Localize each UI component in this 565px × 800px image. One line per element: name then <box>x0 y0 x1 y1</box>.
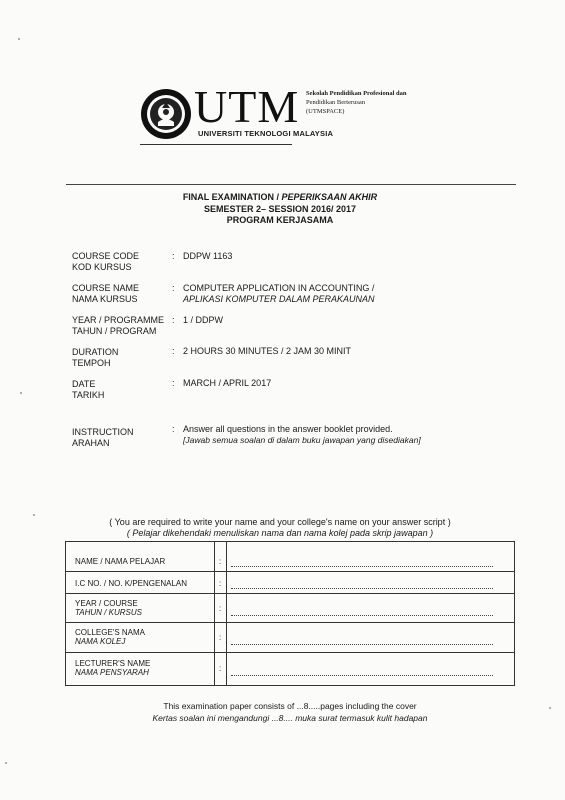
colon: : <box>172 283 175 293</box>
box-row-divider <box>66 593 514 594</box>
course-name-value: COMPUTER APPLICATION IN ACCOUNTING / <box>183 283 375 293</box>
box-divider-left <box>214 542 215 685</box>
duration-label-ms: TEMPOH <box>72 358 111 368</box>
box-row-divider <box>66 571 514 572</box>
utm-logo <box>140 81 440 146</box>
school-name <box>306 89 431 116</box>
course-code-value: DDPW 1163 <box>183 251 233 261</box>
year-course-label-text: YEAR / COURSE <box>75 599 138 608</box>
course-name-label: COURSE NAME <box>72 283 140 293</box>
course-name-value-ms: APLIKASI KOMPUTER DALAM PERAKAUNAN <box>183 294 375 304</box>
colon: : <box>219 604 222 613</box>
exam-title <box>60 192 500 202</box>
name-requirement-note-ms: ( Pelajar dikehendaki menuliskan nama dan nama kolej pada skrip jawapan ) <box>126 528 434 538</box>
college-name-label <box>75 628 145 646</box>
instruction-value: Answer all questions in the answer booklet provided. <box>183 424 393 434</box>
instruction-label-ms: ARAHAN <box>72 438 110 448</box>
name-requirement-note: ( You are required to write your name and your college's name on your answer script ) <box>109 517 451 527</box>
date-label-ms: TARIKH <box>72 390 105 400</box>
year-course-label-ms: TAHUN / KURSUS <box>75 608 142 617</box>
year-course-field[interactable] <box>231 615 493 616</box>
year-programme-label: YEAR / PROGRAMME <box>72 315 165 325</box>
utm-crest-icon <box>140 88 192 140</box>
date-value: MARCH / APRIL 2017 <box>183 378 272 388</box>
colon: : <box>172 424 175 434</box>
page-count-note-ms: Kertas soalan ini mengandungi ...8.... muka surat termasuk kulit hadapan <box>152 713 428 723</box>
duration-label: DURATION <box>72 347 119 357</box>
logo-university-name: UNIVERSITI TEKNOLOGI MALAYSIA <box>198 129 334 138</box>
student-name-label <box>75 557 165 566</box>
lecturer-name-label <box>75 659 150 677</box>
college-name-label-text: COLLEGE'S NAMA <box>75 628 145 637</box>
colon: : <box>172 378 175 388</box>
colon: : <box>219 664 222 673</box>
exam-title-en: FINAL EXAMINATION <box>182 192 274 202</box>
scan-speck <box>549 707 551 709</box>
page-count-note: This examination paper consists of ...8.....pages including the cover <box>163 701 417 711</box>
lecturer-name-label-ms: NAMA PENSYARAH <box>75 668 149 677</box>
course-code-label: COURSE CODE <box>72 251 140 261</box>
school-line-1: Sekolah Pendidikan Profesional dan <box>306 90 407 97</box>
ic-number-field[interactable] <box>231 588 493 589</box>
ic-number-label-text: I.C NO. / NO. K/PENGENALAN <box>75 579 188 588</box>
logo-wordmark: UTM <box>194 81 300 132</box>
year-programme-value: 1 / DDPW <box>183 315 224 325</box>
colon: : <box>219 633 222 642</box>
school-line-3: (UTMSPACE) <box>306 108 345 115</box>
course-name-label-ms: NAMA KURSUS <box>72 294 138 304</box>
colon: : <box>219 579 222 588</box>
year-programme-label-ms: TAHUN / PROGRAM <box>72 326 157 336</box>
exam-program: PROGRAM KERJASAMA <box>226 215 334 225</box>
student-name-field[interactable] <box>231 566 493 567</box>
college-name-field[interactable] <box>231 644 493 645</box>
exam-title-separator: / <box>273 192 282 202</box>
box-row-divider <box>66 652 514 653</box>
student-name-label-text: NAME / NAMA PELAJAR <box>75 557 166 566</box>
scan-speck <box>33 514 35 516</box>
scan-speck <box>5 762 7 764</box>
colon: : <box>219 557 222 566</box>
lecturer-name-label-text: LECTURER'S NAME <box>75 659 151 668</box>
header-divider <box>66 184 516 185</box>
duration-value: 2 HOURS 30 MINUTES / 2 JAM 30 MINIT <box>183 346 352 356</box>
box-divider-right <box>226 542 227 685</box>
logo-underline <box>140 144 292 145</box>
colon: : <box>172 251 175 261</box>
scan-speck <box>18 38 20 40</box>
exam-title-ms: PEPERIKSAAN AKHIR <box>281 192 378 202</box>
colon: : <box>172 346 175 356</box>
lecturer-name-field[interactable] <box>231 675 493 676</box>
scan-speck <box>20 392 22 394</box>
box-row-divider <box>66 622 514 623</box>
college-name-label-ms: NAMA KOLEJ <box>75 637 126 646</box>
school-line-2: Pendidikan Berterusan <box>306 99 366 106</box>
instruction-label: INSTRUCTION <box>72 427 134 437</box>
year-course-label <box>75 599 142 617</box>
ic-number-label <box>75 579 187 588</box>
instruction-value-ms: [Jawab semua soalan di dalam buku jawapan yang disediakan] <box>183 435 421 445</box>
date-label: DATE <box>72 379 96 389</box>
exam-semester: SEMESTER 2– SESSION 2016/ 2017 <box>203 204 357 214</box>
colon: : <box>172 315 175 325</box>
student-info-box <box>65 541 515 686</box>
course-code-label-ms: KOD KURSUS <box>72 262 132 272</box>
